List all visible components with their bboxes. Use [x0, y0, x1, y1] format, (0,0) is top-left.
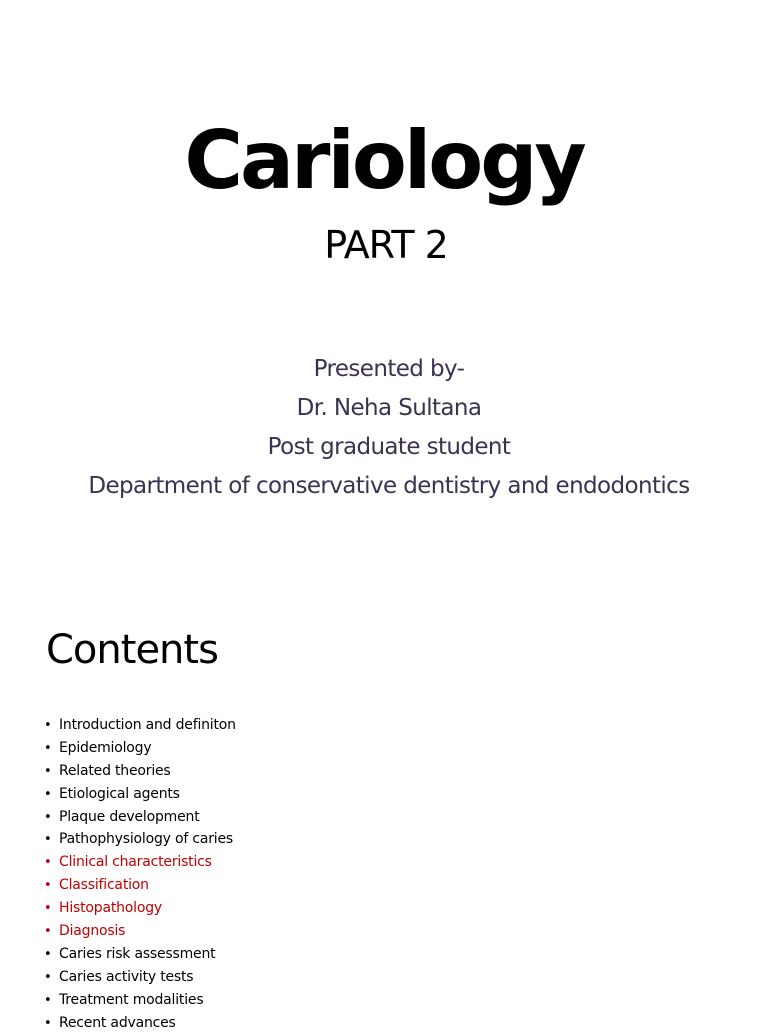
bullet-icon: •: [44, 992, 52, 1008]
contents-item: [44, 783, 236, 806]
contents-item: [44, 760, 236, 783]
contents-list: [44, 714, 236, 1034]
contents-item: [44, 874, 236, 897]
contents-heading: Contents: [46, 627, 218, 673]
contents-item: [44, 714, 236, 737]
contents-item: [44, 989, 236, 1012]
contents-item: [44, 737, 236, 760]
bullet-icon: •: [44, 901, 52, 917]
contents-item-label: Pathophysiology of caries: [59, 831, 233, 848]
contents-item-label: Epidemiology: [59, 739, 152, 756]
contents-item-label: Classification: [59, 877, 149, 894]
contents-item-label: Diagnosis: [59, 923, 126, 940]
presenter-department: Department of conservative dentistry and endodontics: [88, 473, 690, 499]
bullet-icon: •: [44, 740, 52, 756]
bullet-icon: •: [44, 809, 52, 825]
contents-item-label: Plaque development: [59, 808, 200, 825]
bullet-icon: •: [44, 946, 52, 962]
contents-slide: [0, 576, 768, 1031]
slide-title: Cariology: [184, 114, 584, 207]
slide-subtitle: PART 2: [324, 223, 448, 267]
bullet-icon: •: [44, 786, 52, 802]
contents-item-label: Clinical characteristics: [59, 854, 212, 871]
bullet-icon: •: [44, 718, 52, 733]
contents-item: [44, 920, 236, 943]
bullet-icon: •: [44, 763, 52, 779]
contents-item-label: Etiological agents: [59, 785, 180, 802]
contents-item-label: Caries activity tests: [59, 968, 194, 985]
contents-item: [44, 897, 236, 920]
presenter-role: Post graduate student: [267, 434, 511, 460]
contents-item-label: Introduction and definiton: [59, 717, 236, 733]
contents-item-label: Histopathology: [59, 900, 162, 917]
bullet-icon: •: [44, 924, 52, 940]
bullet-icon: •: [44, 832, 52, 848]
presenter-line: Presented by-: [313, 356, 465, 382]
contents-item: [44, 1012, 236, 1035]
contents-item: [44, 806, 236, 829]
presenter-block: [0, 350, 768, 506]
presenter-name: Dr. Neha Sultana: [296, 395, 482, 421]
bullet-icon: •: [44, 878, 52, 894]
contents-item: [44, 966, 236, 989]
contents-item: [44, 851, 236, 874]
bullet-icon: •: [44, 969, 52, 985]
contents-item-label: Recent advances: [59, 1014, 176, 1031]
bullet-icon: •: [44, 855, 52, 871]
contents-item-label: Caries risk assessment: [59, 945, 216, 962]
bullet-icon: •: [44, 1015, 52, 1031]
contents-item-label: Related theories: [59, 762, 171, 779]
contents-item: [44, 828, 236, 851]
contents-item-label: Treatment modalities: [59, 991, 204, 1008]
contents-item: [44, 943, 236, 966]
